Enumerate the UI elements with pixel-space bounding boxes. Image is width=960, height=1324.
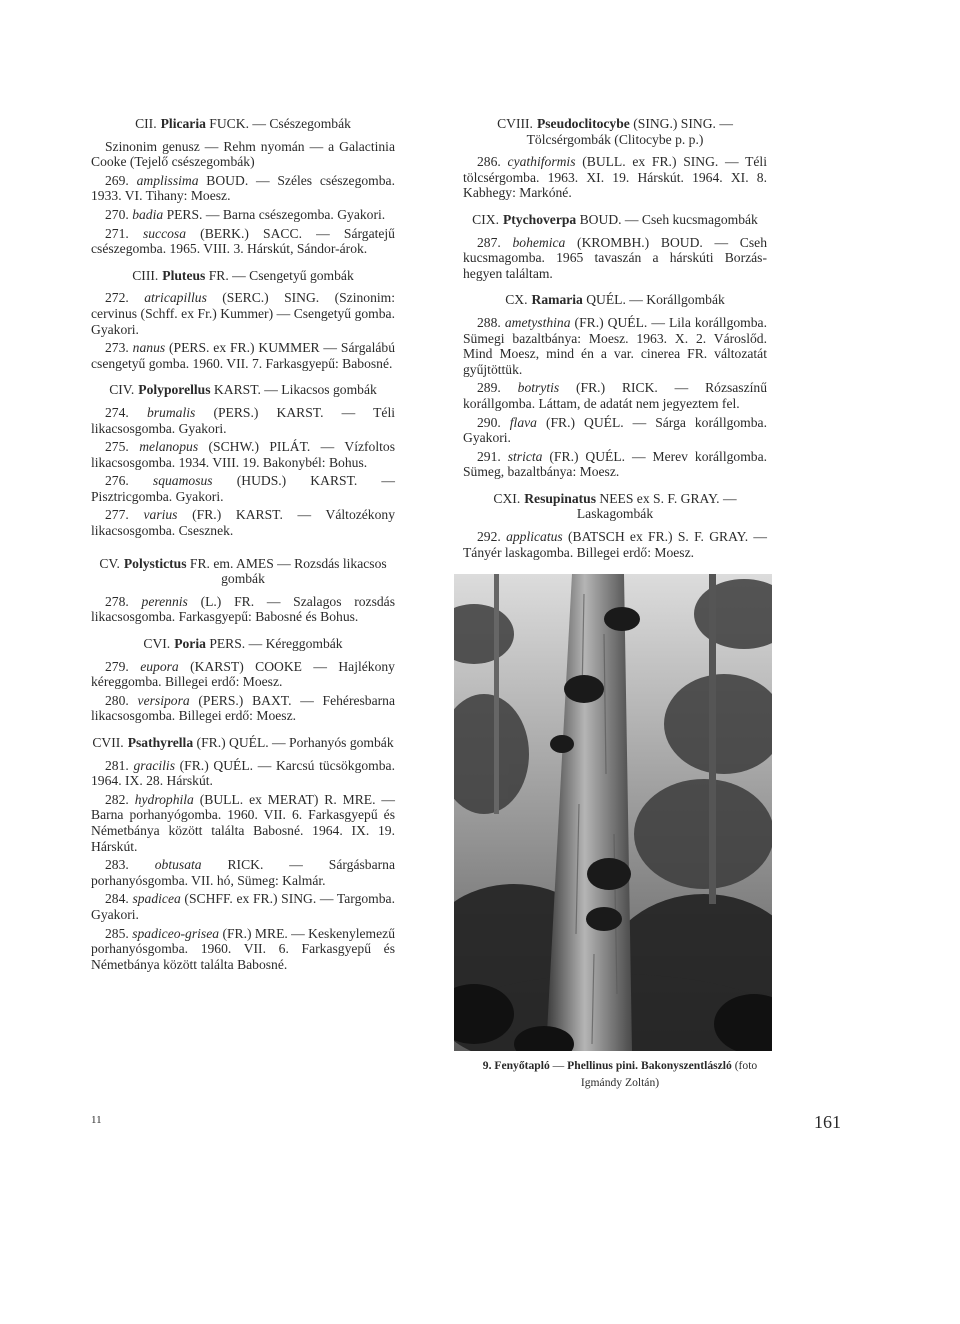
species-entry: 281. gracilis (FR.) QUÉL. — Karcsú tücsökgomba. 1964. IX. 28. Hárskút. (91, 757, 395, 789)
species-entry: 290. flava (FR.) QUÉL. — Sárga korállgomba. Gyakori. (463, 414, 767, 446)
right-column (463, 116, 767, 563)
species-entry: 284. spadicea (SCHFF. ex FR.) SING. — Targomba. Gyakori. (91, 891, 395, 922)
caption-place: Bakonyszentlászló (638, 1059, 732, 1072)
caption-title: Fenyőtapló (494, 1059, 550, 1072)
section-heading-cviii: CVIII. Pseudoclitocybe (SING.) SING. — Tölcsérgombák (Clitocybe p. p.) (497, 116, 733, 147)
species-entry: 269. amplissima BOUD. — Széles csészegomba. 1933. VI. Tihany: Moesz. (91, 172, 395, 204)
species-entry: 279. eupora (KARST) COOKE — Hajlékony kéreggomba. Billegei erdő: Moesz. (91, 658, 395, 690)
species-entry: 282. hydrophila (BULL. ex MERAT) R. MRE. — Barna porhanyógomba. 1960. VII. 6. Farkasgyepű és Németbánya között találta Babosné. 1964. IX. 19. Hárskút. (91, 791, 395, 854)
species-entry: 286. cyathiformis (BULL. ex FR.) SING. — Téli tölcsérgomba. 1963. XI. 19. Hárskút. 1964. XI. 8. Kabhegy: Markóné. (463, 154, 767, 201)
section-heading-cii (91, 116, 395, 132)
species-entry: 285. spadiceo-grisea (FR.) MRE. — Keskenylemezű porhanyósgomba. 1960. VII. 6. Farkasgyepű és Németbánya között találta Babosné. (91, 925, 395, 972)
species-entry: 278. perennis (L.) FR. — Szalagos rozsdás likacsosgomba. Farkasgyepű: Babosné és Bohus. (91, 593, 395, 625)
caption-latin-name: Phellinus pini. (567, 1059, 639, 1072)
section-number: CII. (135, 116, 157, 131)
left-column (91, 116, 395, 975)
species-entry: 288. ametysthina (FR.) QUÉL. — Lila korállgomba. Sümegi bazaltbánya: Moesz. 1963. X. 2. Városlőd. Mind Moesz, mind én a var. cinerea FR. változatát gyűjtöttük. (463, 314, 767, 377)
section-heading-cx: CX. Ramaria QUÉL. — Korállgombák (505, 292, 725, 308)
species-entry: 277. varius (FR.) KARST. — Változékony likacsosgomba. Csesznek. (91, 507, 395, 539)
species-entry: 271. succosa (BERK.) SACC. — Sárgatejű csészegomba. 1965. VIII. 3. Hárskút, Sándor-árok. (91, 225, 395, 257)
species-entry: 287. bohemica (KROMBH.) BOUD. — Cseh kucsmagomba. 1965 tavaszán a hárskúti Borzás-hegyen találtam. (463, 234, 767, 281)
species-entry: 275. melanopus (SCHW.) PILÁT. — Vízfoltos likacsosgomba. 1934. VIII. 19. Bakonybél: Bohus. (91, 439, 395, 470)
page-number: 161 (814, 1112, 841, 1132)
section-heading-ciii: CIII. Pluteus FR. — Csengetyű gombák (132, 267, 354, 283)
species-entry: 274. brumalis (PERS.) KARST. — Téli likacsosgomba. Gyakori. (91, 404, 396, 436)
section-intro: Szinonim genusz — Rehm nyomán — a Galactinia Cooke (Tejelő csészegombák) (91, 138, 395, 170)
species-entry: 276. squamosus (HUDS.) KARST. — Pisztricgomba. Gyakori. (91, 473, 395, 504)
species-entry: 283. obtusata RICK. — Sárgásbarna porhanyósgomba. VII. hó, Sümeg: Kalmár. (91, 857, 395, 888)
species-entry: 273. nanus (PERS. ex FR.) KUMMER — Sárgalábú csengetyű gomba. 1960. VII. 7. Farkasgyepű: Babosné. (91, 340, 395, 371)
genus-authority: FUCK. — Csészegombák (205, 116, 351, 131)
species-entry: 292. applicatus (BATSCH ex FR.) S. F. GRAY. — Tányér laskagomba. Billegei erdő: Moesz. (463, 529, 767, 560)
species-entry: 272. atricapillus (SERC.) SING. (Szinonim: cervinus (Schff. ex Fr.) Kummer) — Csengetyű gomba. Gyakori. (91, 290, 395, 337)
photo-caption: 9. Fenyőtapló — Phellinus pini. Bakonyszentlászló (foto Igmándy Zoltán) (482, 1059, 758, 1089)
section-heading-cvii: CVII. Psathyrella (FR.) QUÉL. — Porhanyós gombák (92, 735, 394, 750)
section-heading-cvi: CVI. Poria PERS. — Kéreggombák (143, 636, 343, 652)
photo-illustration (454, 574, 772, 1051)
caption-credit: (foto Igmándy Zoltán) (580, 1059, 758, 1089)
genus-name: Plicaria (160, 116, 206, 131)
section-heading-cxi: CXI. Resupinatus NEES ex S. F. GRAY. — Laskagombák (493, 490, 737, 522)
species-entry: 291. stricta (FR.) QUÉL. — Merev korállgomba. Sümeg, bazaltbánya: Moesz. (463, 448, 768, 480)
species-entry: 270. badia PERS. — Barna csészegomba. Gyakori. (105, 206, 386, 222)
species-entry: 280. versipora (PERS.) BAXT. — Fehéresbarna likacsosgomba. Billegei erdő: Moesz. (91, 692, 395, 724)
signature-mark: 11 (91, 1114, 102, 1126)
caption-number: 9. (482, 1059, 492, 1072)
section-heading-civ: CIV. Polyporellus KARST. — Likacsos gombák (109, 382, 377, 398)
section-heading-cv: CV. Polystictus FR. em. AMES — Rozsdás likacsos gombák (99, 555, 387, 587)
tree-fungus-photo (454, 574, 772, 1051)
section-heading-cix: CIX. Ptychoverpa BOUD. — Cseh kucsmagombák (472, 211, 758, 227)
species-entry: 289. botrytis (FR.) RICK. — Rózsaszínű korállgomba. Láttam, de adatát nem jegyeztem fel. (463, 380, 767, 411)
